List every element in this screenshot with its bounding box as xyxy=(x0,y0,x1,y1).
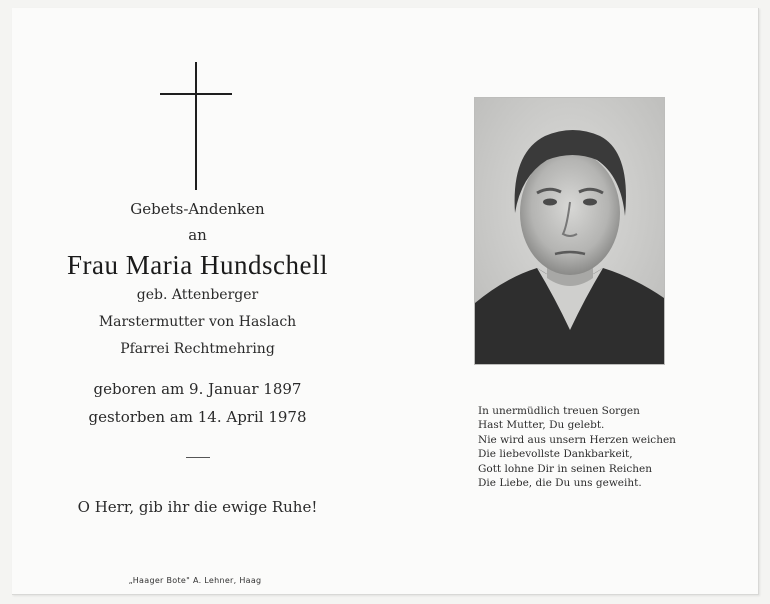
prayer: O Herr, gib ihr die ewige Ruhe! xyxy=(77,498,318,516)
poem-line: Hast Mutter, Du gelebt. xyxy=(478,419,605,432)
portrait-photo xyxy=(474,97,665,365)
cross-icon xyxy=(195,62,197,190)
portrait-illustration xyxy=(475,98,664,364)
poem xyxy=(478,404,718,490)
parish: Pfarrei Rechtmehring xyxy=(120,341,275,357)
poem-line: Nie wird aus unsern Herzen weichen xyxy=(478,433,676,446)
title-line: Marstermutter von Haslach xyxy=(98,314,297,330)
poem-line: Die Liebe, die Du uns geweiht. xyxy=(478,477,642,490)
poem-line: In unermüdlich treuen Sorgen xyxy=(478,405,640,417)
printer-credit: „Haager Bote" A. Lehner, Haag xyxy=(128,576,262,585)
deceased-name: Frau Maria Hundschell xyxy=(67,250,328,280)
poem-line: Gott lohne Dir in seinen Reichen xyxy=(478,462,652,475)
divider xyxy=(186,457,210,458)
death-date: gestorben am 14. April 1978 xyxy=(88,408,307,426)
cross-icon-bar xyxy=(160,93,232,95)
birth-date: geboren am 9. Januar 1897 xyxy=(93,380,302,398)
poem-line: Die liebevollste Dankbarkeit, xyxy=(478,448,633,461)
maiden-name: geb. Attenberger xyxy=(136,287,259,303)
preposition: an xyxy=(188,226,207,244)
heading: Gebets-Andenken xyxy=(130,200,265,218)
